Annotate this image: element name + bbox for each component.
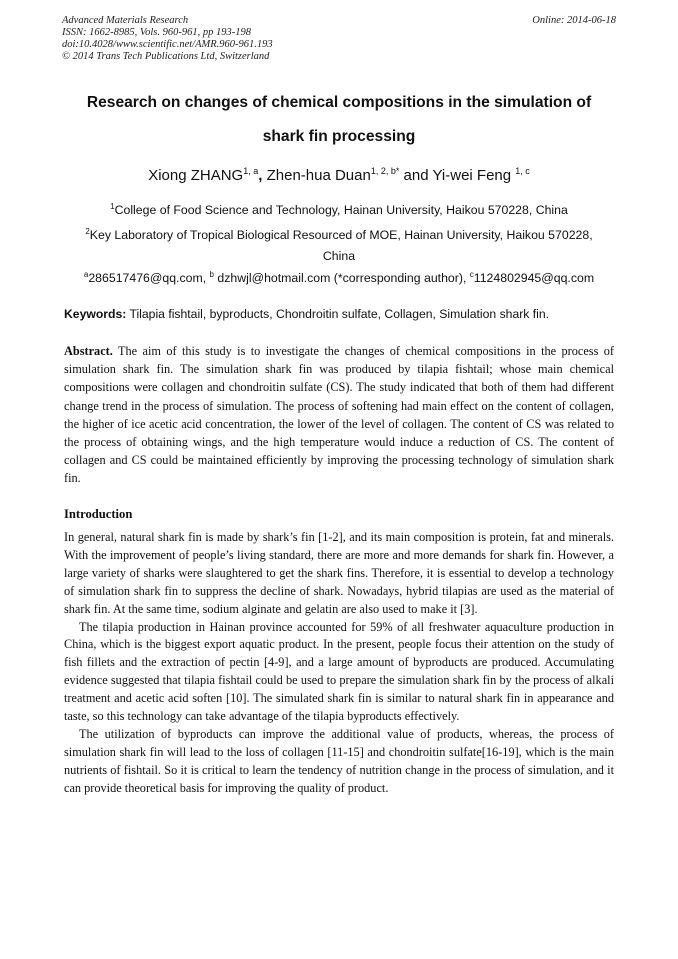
affiliation-1 — [70, 200, 608, 221]
copyright-line: © 2014 Trans Tech Publications Ltd, Switzerland — [62, 51, 270, 62]
author-affiliation-mark: 1, c — [515, 166, 530, 176]
email-mark: a — [83, 270, 89, 279]
author-name: Yi-wei Feng — [432, 167, 516, 184]
author-affiliation-mark: 1, a — [243, 166, 259, 176]
affiliation-mark: 1 — [110, 202, 115, 211]
abstract — [64, 342, 614, 488]
online-date: Online: 2014-06-18 — [532, 15, 616, 26]
email-mark: b — [209, 270, 214, 279]
affiliation-text: Key Laboratory of Tropical Biological Resourced of MOE, Hainan University, Haikou 570228, China — [89, 228, 593, 263]
journal-name: Advanced Materials Research — [62, 15, 189, 26]
introduction-paragraph: The tilapia production in Hainan province accounted for 59% of all freshwater aquaculture production in China, which is the biggest export aquatic product. In the present, people focus their attention on the study of fish fillets and the extraction of pectin [4-9], and a large amount of byproducts are produced. Accumulating evidence suggested that tilapia fishtail could be used to prepare the simulation shark fin by the process of alkali treatment and acetic acid soften [10]. The simulated shark fin is similar to natural shark fin in appearance and taste, so this technology can take advantage of the tilapia byproducts effectively. — [64, 619, 614, 724]
abstract-label: Abstract. — [64, 344, 113, 358]
author-list — [64, 166, 614, 186]
author-name: Zhen-hua Duan — [266, 167, 371, 184]
keywords-text: Tilapia fishtail, byproducts, Chondroitin sulfate, Collagen, Simulation shark fin. — [126, 307, 550, 321]
keywords — [64, 305, 614, 323]
affiliation-text: College of Food Science and Technology, Hainan University, Haikou 570228, China — [114, 203, 568, 217]
issn-line: ISSN: 1662-8985, Vols. 960-961, pp 193-198 — [62, 27, 251, 38]
introduction-paragraph: In general, natural shark fin is made by shark’s fin [1-2], and its main composition is protein, fat and minerals. With the improvement of people’s living standard, there are more and more demands for shark fin. However, a large variety of sharks were slaughtered to get the shark fins. Therefore, it is essential to develop a technology of simulation shark fin to suppress the decline of shark. Nowadays, hybrid tilapias are used as the material of shark fin. At the same time, sodium alginate and gelatin are also used to make it [3]. — [64, 530, 614, 616]
email-list — [70, 268, 608, 289]
doi-line: doi:10.4028/www.scientific.net/AMR.960-961.193 — [62, 39, 273, 50]
affiliation-2 — [70, 225, 608, 267]
email-text: 286517476@qq.com, — [88, 271, 210, 285]
section-heading-introduction: Introduction — [64, 507, 133, 521]
introduction-body — [64, 529, 614, 798]
keywords-label: Keywords: — [64, 307, 127, 321]
author-name: Xiong ZHANG — [148, 167, 244, 184]
paper-title: Research on changes of chemical compositions in the simulation of shark fin processing — [86, 94, 592, 145]
author-separator: , — [258, 167, 267, 184]
email-mark: c — [469, 270, 474, 279]
email-text: 1124802945@qq.com — [473, 271, 595, 285]
author-affiliation-mark: 1, 2, b* — [370, 166, 400, 176]
abstract-text: The aim of this study is to investigate the changes of chemical compositions in the process of simulation shark fin. The simulation shark fin was produced by tilapia fishtail; whose main chemical compositions were collagen and chondroitin sulfate (CS). The study indicated that both of them had different change trend in the process of simulation. The process of softening had main effect on the content of collagen, the higher of ice acetic acid concentration, the lower of the level of collagen. The content of CS was related to the process of obtaining wings, and the high temperature would induce a reduction of CS. The content of collagen and CS could be maintained efficiently by improving the processing technology of simulation shark fin. — [64, 344, 614, 486]
affiliation-mark: 2 — [85, 227, 90, 236]
introduction-paragraph: The utilization of byproducts can improve the additional value of products, whereas, the process of simulation shark fin will lead to the loss of collagen [11-15] and chondroitin sulfate[16-19], which is the main nutrients of fishtail. So it is critical to learn the tendency of nutrition change in the process of simulation, and it can provide theoretical basis for improving the quality of product. — [64, 726, 614, 795]
journal-header — [62, 15, 273, 63]
author-separator: and — [399, 167, 433, 184]
email-text: dzhwjl@hotmail.com (*corresponding author), — [214, 271, 470, 285]
